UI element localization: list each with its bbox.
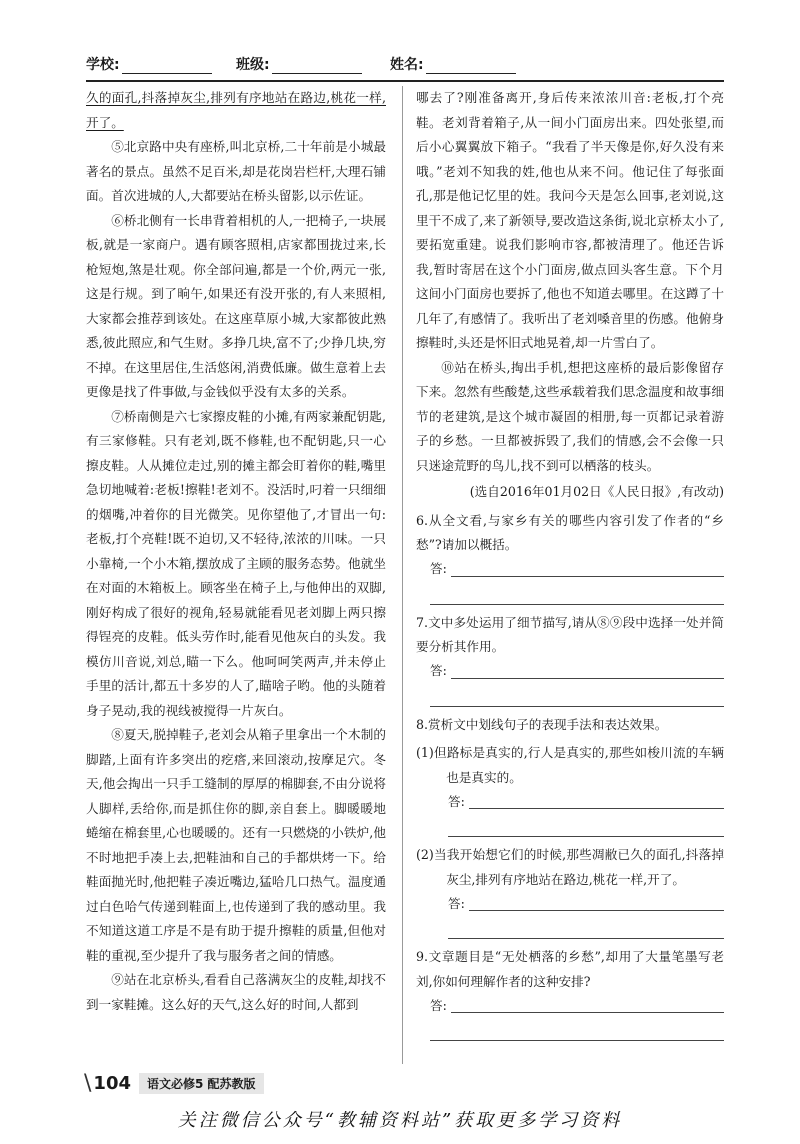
answer-line[interactable] — [430, 684, 724, 707]
answer-6[interactable] — [416, 558, 724, 582]
paragraph-5: ⑤北京路中央有座桥,叫北京桥,二十年前是小城最著名的景点。虽然不足百米,却是花岗岩栏杆,大理石铺面。首次进城的人,大都要站在桥头留影,以示佐证。 — [86, 139, 386, 203]
answer-line[interactable] — [469, 808, 724, 809]
right-column — [416, 86, 724, 1047]
paragraph-continuation: 久的面孔,抖落掉灰尘,排列有序地站在路边,桃花一样,开了。 — [86, 90, 386, 130]
name-blank[interactable] — [426, 59, 516, 74]
footer-slash-mark: \ — [84, 1070, 92, 1096]
question-7: 7.文中多处运用了细节描写,请从⑧⑨段中选择一处并简要分析其作用。 — [416, 614, 724, 654]
answer-label: 答: — [430, 997, 447, 1013]
name-label: 姓名: — [390, 57, 424, 73]
student-info-header — [86, 54, 726, 76]
paragraph-6: ⑥桥北侧有一长串背着相机的人,一把椅子,一块展板,就是一家商户。遇有顾客照相,店家都围拢过来,长枪短炮,煞是壮观。你全部问遍,都是一个价,两元一张,这是行规。到了晌午,如果还有没开张的,有人来照相,大家都会推荐到该处。在这座草原小城,大家都彼此熟悉,彼此照应,和气生财。多挣几块,富不了;少挣几块,穷不掉。在这里居住,生活悠闲,消费低廉。做生意着上去更像是找了件事做,与金钱似乎没有太多的关系。 — [86, 212, 386, 399]
class-field — [236, 54, 362, 74]
answer-label: 答: — [430, 663, 447, 678]
source-citation: (选自2016年01月02日《人民日报》,有改动) — [469, 484, 724, 499]
answer-9[interactable] — [416, 994, 724, 1018]
answer-line[interactable] — [448, 814, 724, 837]
answer-line[interactable] — [451, 1012, 724, 1013]
answer-label: 答: — [448, 895, 465, 911]
school-field — [86, 54, 212, 74]
book-name: 语文必修5 配苏教版 — [139, 1073, 264, 1094]
answer-8-2[interactable] — [416, 892, 724, 916]
class-blank[interactable] — [272, 59, 362, 74]
answer-8-1[interactable] — [416, 790, 724, 814]
column-separator — [402, 86, 403, 1064]
watermark-text: 关注微信公众号“教辅资料站”获取更多学习资料 — [177, 1110, 623, 1131]
answer-line[interactable] — [469, 910, 724, 911]
answer-line[interactable] — [451, 678, 724, 679]
school-blank[interactable] — [122, 59, 212, 74]
page-footer — [84, 1070, 264, 1096]
question-8: 8.赏析文中划线句子的表现手法和表达效果。 — [416, 716, 668, 732]
question-6: 6.从全文看,与家乡有关的哪些内容引发了作者的“乡愁”?请加以概括。 — [416, 512, 724, 552]
answer-line[interactable] — [430, 1018, 724, 1041]
page-number: 104 — [93, 1072, 131, 1094]
answer-line[interactable] — [448, 916, 724, 939]
paragraph-10: ⑩站在桥头,掏出手机,想把这座桥的最后影像留存下来。忽然有些酸楚,这些承载着我们思念温度和故事细节的老建筑,是这个城市凝固的相册,每一页都记录着游子的乡愁。一旦都被拆毁了,我们的情感,会不会像一只只迷途荒野的鸟儿,找不到可以栖落的枝头。 — [416, 359, 724, 473]
school-label: 学校: — [86, 57, 120, 73]
header-divider — [86, 80, 724, 82]
paragraph-9-continued: 哪去了?刚准备离开,身后传来浓浓川音:老板,打个亮鞋。老刘背着箱子,从一间小门面房出来。四处张望,而后小心翼翼放下箱子。“我看了半天像是你,好久没有来哦。”老刘不知我的姓,他也从来不问。他记住了每张面孔,那是他记忆里的姓。我问今天是怎么回事,老刘说,这里干不成了,来了新领导,要改造这条街,说北京桥太小了,要拓宽重建。说我们影响市容,都被清理了。他还告诉我,暂时寄居在这个小门面房,做点回头客生意。下个月这间小门面房也要拆了,他也不知道去哪里。在这蹲了十几年了,有感情了。我听出了老刘嗓音里的伤感。他俯身擦鞋时,头还是怀旧式地晃着,却一片雪白了。 — [416, 90, 724, 350]
question-9: 9.文章题目是“无处栖落的乡愁”,却用了大量笔墨写老刘,你如何理解作者的这种安排? — [416, 949, 724, 989]
paragraph-7: ⑦桥南侧是六七家擦皮鞋的小摊,有两家兼配钥匙,有三家修鞋。只有老刘,既不修鞋,也不配钥匙,只一心擦皮鞋。人从摊位走过,别的摊主都会盯着你的鞋,嘴里急切地喊着:老板!擦鞋!老刘不。没活时,叼着一只细细的烟嘴,冲着你的目光微笑。见你望他了,才冒出一句:老板,打个亮鞋!既不迫切,又不轻待,浓浓的川味。一只小靠椅,一个小木箱,摆放成了主顾的服务态势。他就坐在对面的木箱板上。顾客坐在椅子上,与他伸出的双脚,刚好构成了很好的视角,轻易就能看见老刘脚上两只擦得锃亮的皮鞋。低头劳作时,能看见他灰白的头发。我模仿川音说,刘总,瞄一下么。他呵呵笑两声,并未停止手里的活计,都五十多岁的人了,瞄啥子哟。他的头随着身子晃动,我的视线被搅得一片灰白。 — [86, 408, 386, 718]
answer-line[interactable] — [430, 582, 724, 605]
answer-7[interactable] — [416, 660, 724, 684]
paragraph-9: ⑨站在北京桥头,看看自己落满灰尘的皮鞋,却找不到一家鞋摊。这么好的天气,这么好的时间,人都到 — [86, 972, 386, 1012]
answer-label: 答: — [448, 793, 465, 809]
answer-label: 答: — [430, 561, 447, 576]
answer-line[interactable] — [451, 576, 724, 577]
paragraph-8: ⑧夏天,脱掉鞋子,老刘会从箱子里拿出一个木制的脚踏,上面有许多突出的疙瘩,来回滚动,按摩足穴。冬天,他会掏出一只手工缝制的厚厚的棉脚套,不由分说将人脚样,丢给你,而是抓住你的脚,亲自套上。脚暖暖地蜷缩在棉套里,心也暖暖的。还有一只燃烧的小铁炉,他不时地把手凑上去,把鞋油和自己的手都烘烤一下。给鞋面抛光时,他把鞋子凑近嘴边,猛哈几口热气。温度通过白色哈气传递到鞋面上,也传递到了我的感动里。我不知道这道工序是不是有助于提升擦鞋的质量,但他对鞋的重视,至少提升了我与服务者之间的情感。 — [86, 727, 386, 963]
class-label: 班级: — [236, 57, 270, 73]
question-8-part-2: (2)当我开始想它们的时候,那些凋敝已久的面孔,抖落掉灰尘,排列有序地站在路边,桃花一样,开了。 — [416, 847, 724, 887]
name-field — [390, 54, 516, 74]
left-column — [86, 86, 386, 1017]
question-8-part-1: (1)但路标是真实的,行人是真实的,那些如梭川流的车辆也是真实的。 — [416, 745, 724, 785]
